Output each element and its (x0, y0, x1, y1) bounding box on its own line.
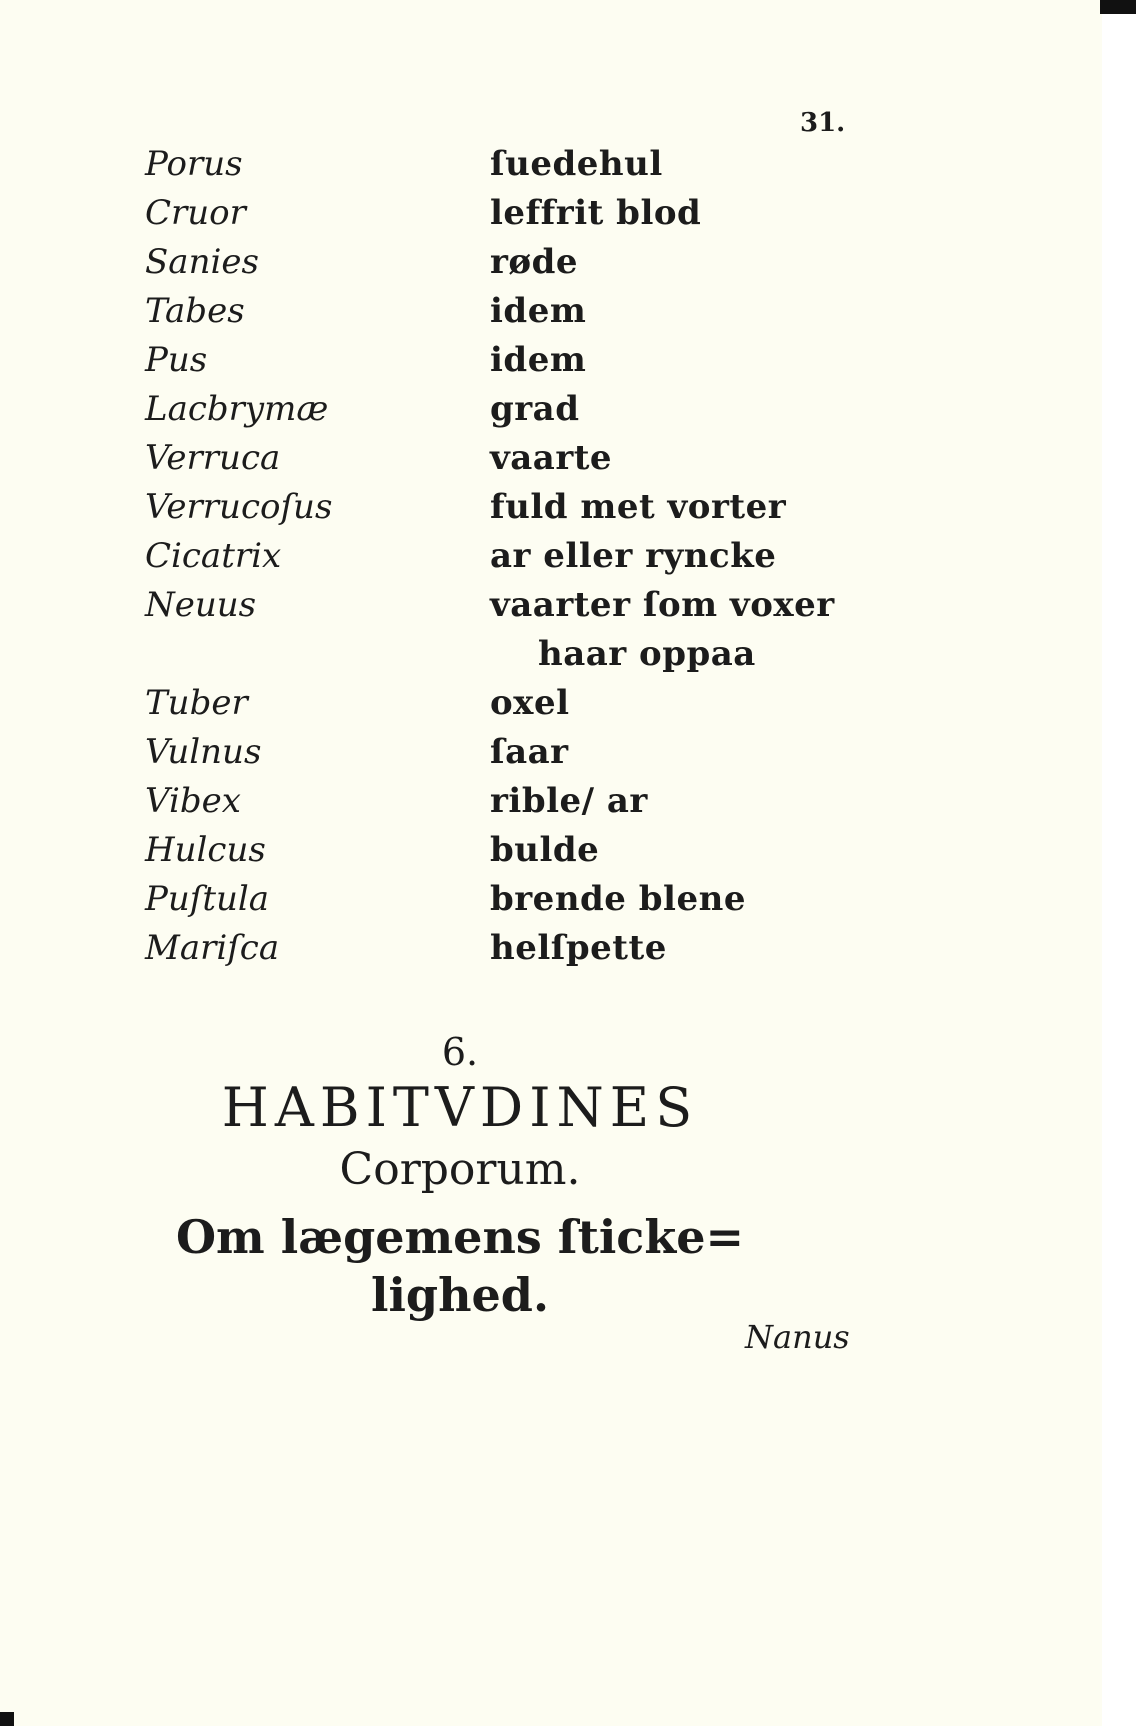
latin-term: Verruca (145, 438, 281, 478)
section-subtitle: Corporum. (339, 1144, 581, 1195)
glossary-entry (145, 287, 905, 336)
glossary-entry (145, 875, 905, 924)
glossary-entry (145, 532, 905, 581)
danish-translation-continuation: haar oppaa (538, 634, 756, 674)
latin-term: Mariſca (145, 928, 280, 968)
latin-term: Cicatrix (145, 536, 282, 576)
glossary-list (145, 140, 905, 973)
page-number: 31. (800, 108, 846, 138)
glossary-entry (145, 385, 905, 434)
danish-translation-text: oxel (490, 683, 570, 723)
glossary-entry (145, 189, 905, 238)
danish-translation-text: bulde (490, 830, 600, 870)
scan-edge-bottom (0, 1712, 14, 1726)
latin-term: Lacbrymæ (145, 389, 329, 429)
danish-translation-text: vaarter ſom voxer (490, 585, 835, 625)
glossary-entry (145, 826, 905, 875)
danish-translation (490, 826, 599, 875)
danish-translation (490, 581, 835, 679)
latin-term: Puſtula (145, 879, 270, 919)
danish-translation-text: vaarte (490, 438, 613, 478)
danish-translation (490, 777, 648, 826)
glossary-entry (145, 434, 905, 483)
danish-translation-text: rible/ ar (490, 781, 648, 821)
danish-translation-text: leffrit blod (490, 193, 702, 233)
danish-translation-text: ſaar (490, 732, 569, 772)
danish-translation-text: ar eller rynckе (490, 536, 777, 576)
danish-translation (490, 728, 569, 777)
latin-term: Hulcus (145, 830, 266, 870)
danish-translation (490, 140, 663, 189)
glossary-entry (145, 728, 905, 777)
latin-term: Cruor (145, 193, 246, 233)
section-danish-title-line2: lighed. (370, 1268, 549, 1322)
glossary-entry (145, 679, 905, 728)
danish-translation (490, 679, 570, 728)
section-danish-title-line1: Om lægemens ſticke= (175, 1210, 744, 1264)
danish-translation-text: idem (490, 340, 587, 380)
danish-translation (490, 336, 586, 385)
section-danish-title (160, 1208, 760, 1324)
danish-translation (490, 532, 776, 581)
section-heading (160, 1030, 760, 1324)
latin-term: Tuber (145, 683, 248, 723)
glossary-entry (145, 924, 905, 973)
latin-term: Sanies (145, 242, 259, 282)
danish-translation (490, 483, 786, 532)
glossary-entry (145, 777, 905, 826)
glossary-entry (145, 336, 905, 385)
danish-translation-text: røde (490, 242, 578, 282)
danish-translation (490, 287, 586, 336)
danish-translation-text: ſuedehul (490, 144, 663, 184)
danish-translation (490, 924, 667, 973)
catchword: Nanus (745, 1318, 850, 1356)
latin-term: Porus (145, 144, 243, 184)
glossary-entry (145, 581, 905, 679)
glossary-entry (145, 140, 905, 189)
latin-term: Vibex (145, 781, 241, 821)
danish-translation (490, 875, 746, 924)
danish-translation-text: idem (490, 291, 587, 331)
danish-translation (490, 238, 578, 287)
latin-term: Verrucoſus (145, 487, 333, 527)
danish-translation-text: brende blene (490, 879, 746, 919)
danish-translation (490, 385, 580, 434)
latin-term: Tabes (145, 291, 245, 331)
latin-term: Neuus (145, 585, 257, 625)
scan-edge-top (1100, 0, 1136, 14)
latin-term: Pus (145, 340, 208, 380)
danish-translation-text: helſpette (490, 928, 667, 968)
glossary-entry (145, 238, 905, 287)
section-title: HABITVDINES (221, 1076, 699, 1139)
section-number: 6. (441, 1030, 479, 1074)
danish-translation-text: grad (490, 389, 580, 429)
danish-translation (490, 434, 612, 483)
danish-translation-text: fuld met vorter (490, 487, 787, 527)
danish-translation (490, 189, 701, 238)
latin-term: Vulnus (145, 732, 262, 772)
glossary-entry (145, 483, 905, 532)
